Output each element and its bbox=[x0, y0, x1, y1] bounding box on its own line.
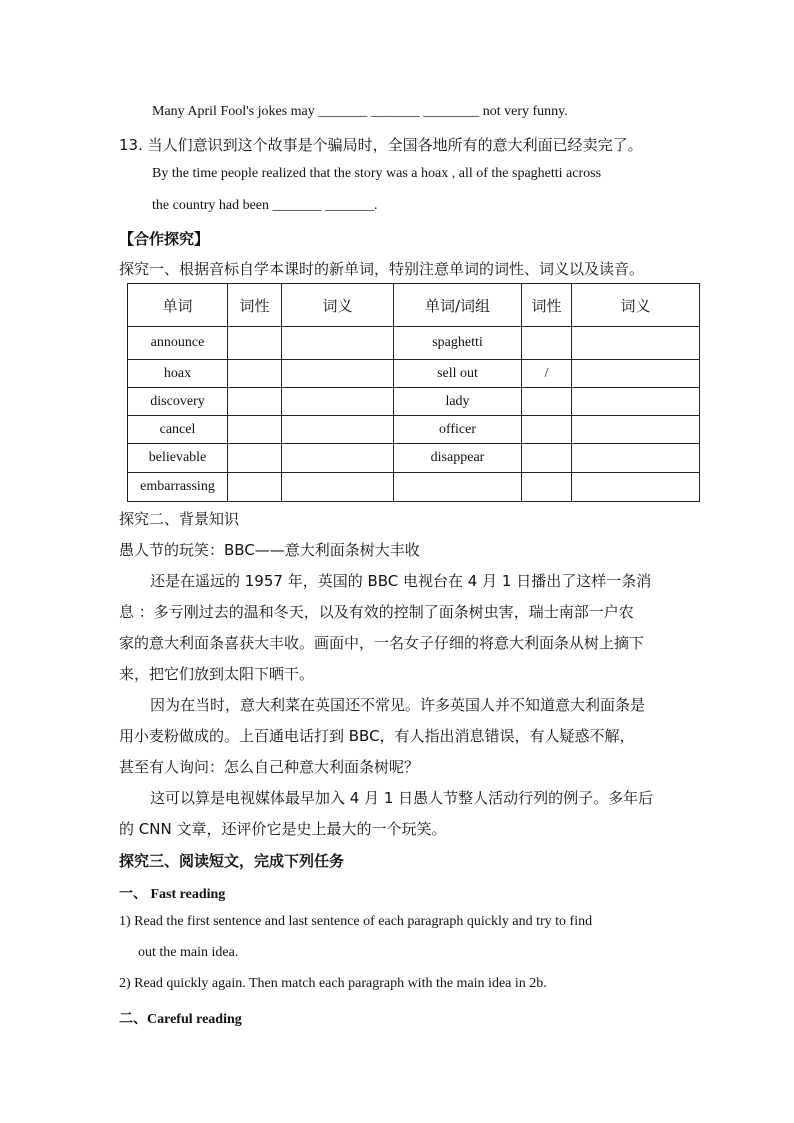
table-cell bbox=[522, 416, 572, 444]
paragraph-line: 息 ：多亏刚过去的温和冬天，以及有效的控制了面条树虫害，瑞士南部一户农 bbox=[119, 603, 634, 621]
inquiry3-title: 探究三、阅读短文，完成下列任务 bbox=[119, 852, 345, 870]
table-cell: spaghetti bbox=[394, 327, 522, 360]
table-cell bbox=[572, 360, 700, 388]
careful-reading-heading: 二、Careful reading bbox=[119, 1012, 242, 1027]
table-cell bbox=[228, 444, 282, 473]
table-row bbox=[128, 360, 700, 388]
table-row bbox=[128, 388, 700, 416]
table-cell: lady bbox=[394, 388, 522, 416]
table-cell bbox=[394, 473, 522, 502]
table-cell: believable bbox=[128, 444, 228, 473]
paragraph-line: 甚至有人询问：怎么自己种意大利面条树呢？ bbox=[119, 758, 420, 776]
table-cell: announce bbox=[128, 327, 228, 360]
table-cell bbox=[522, 327, 572, 360]
paragraph-line: 还是在遥远的 1957 年，英国的 BBC 电视台在 4 月 1 日播出了这样一条消 bbox=[150, 572, 652, 590]
paragraph-line: 用小麦粉做成的。上百通电话打到 BBC，有人指出消息错误，有人疑惑不解， bbox=[119, 727, 635, 745]
task2: 2) Read quickly again. Then match each paragraph with the main idea in 2b. bbox=[119, 976, 547, 991]
table-cell: hoax bbox=[128, 360, 228, 388]
paragraph-line: 来，把它们放到太阳下晒干。 bbox=[119, 665, 315, 683]
table-cell bbox=[522, 444, 572, 473]
table-cell: embarrassing bbox=[128, 473, 228, 502]
table-cell bbox=[522, 473, 572, 502]
table-cell bbox=[282, 388, 394, 416]
table-cell bbox=[228, 416, 282, 444]
inquiry1-title: 探究一、根据音标自学本课时的新单词，特别注意单词的词性、词义以及读音。 bbox=[119, 260, 645, 278]
table-cell: officer bbox=[394, 416, 522, 444]
paragraph-line: 这可以算是电视媒体最早加入 4 月 1 日愚人节整人活动行列的例子。多年后 bbox=[150, 789, 654, 807]
table-cell bbox=[572, 473, 700, 502]
header-word-phrase: 单词/词组 bbox=[394, 284, 522, 327]
table-cell: sell out bbox=[394, 360, 522, 388]
table-header-row bbox=[128, 284, 700, 327]
table-row bbox=[128, 327, 700, 360]
table-cell bbox=[522, 388, 572, 416]
table-cell: / bbox=[522, 360, 572, 388]
table-cell bbox=[282, 444, 394, 473]
table-cell bbox=[228, 388, 282, 416]
header-meaning: 词义 bbox=[282, 284, 394, 327]
paragraph-line: 的 CNN 文章，还评价它是史上最大的一个玩笑。 bbox=[119, 820, 447, 838]
header-word: 单词 bbox=[128, 284, 228, 327]
q12-sentence: Many April Fool's jokes may _______ _______ ________ not very funny. bbox=[152, 104, 568, 119]
table-row bbox=[128, 416, 700, 444]
table-cell bbox=[282, 473, 394, 502]
table-cell bbox=[228, 473, 282, 502]
vocab-table bbox=[127, 283, 700, 502]
header-pos: 词性 bbox=[228, 284, 282, 327]
section-heading: 【合作探究】 bbox=[119, 230, 210, 248]
paragraph-line: 因为在当时，意大利菜在英国还不常见。许多英国人并不知道意大利面条是 bbox=[150, 696, 646, 714]
paragraph-line: 家的意大利面条喜获大丰收。画面中，一名女子仔细的将意大利面条从树上摘下 bbox=[119, 634, 645, 652]
table-cell bbox=[572, 416, 700, 444]
q13-english-line1: By the time people realized that the story was a hoax , all of the spaghetti across bbox=[152, 166, 602, 181]
fast-reading-heading: 一、 Fast reading bbox=[119, 887, 226, 902]
table-cell bbox=[572, 444, 700, 473]
table-cell bbox=[282, 327, 394, 360]
table-row bbox=[128, 444, 700, 473]
table-cell: discovery bbox=[128, 388, 228, 416]
task1-line1: 1) Read the first sentence and last sentence of each paragraph quickly and try to find bbox=[119, 914, 593, 929]
table-cell bbox=[572, 327, 700, 360]
table-cell bbox=[282, 360, 394, 388]
inquiry2-title: 探究二、背景知识 bbox=[119, 510, 240, 528]
q13-english-line2: the country had been _______ _______. bbox=[152, 198, 378, 213]
header-pos-2: 词性 bbox=[522, 284, 572, 327]
task1-line2: out the main idea. bbox=[138, 945, 239, 960]
inquiry2-subtitle: 愚人节的玩笑：BBC——意大利面条树大丰收 bbox=[119, 541, 420, 559]
q13-chinese: 13. 当人们意识到这个故事是个骗局时，全国各地所有的意大利面已经卖完了。 bbox=[119, 136, 643, 154]
table-cell bbox=[228, 360, 282, 388]
table-cell bbox=[572, 388, 700, 416]
table-cell: cancel bbox=[128, 416, 228, 444]
table-cell: disappear bbox=[394, 444, 522, 473]
table-row bbox=[128, 473, 700, 502]
table-cell bbox=[282, 416, 394, 444]
table-cell bbox=[228, 327, 282, 360]
header-meaning-2: 词义 bbox=[572, 284, 700, 327]
